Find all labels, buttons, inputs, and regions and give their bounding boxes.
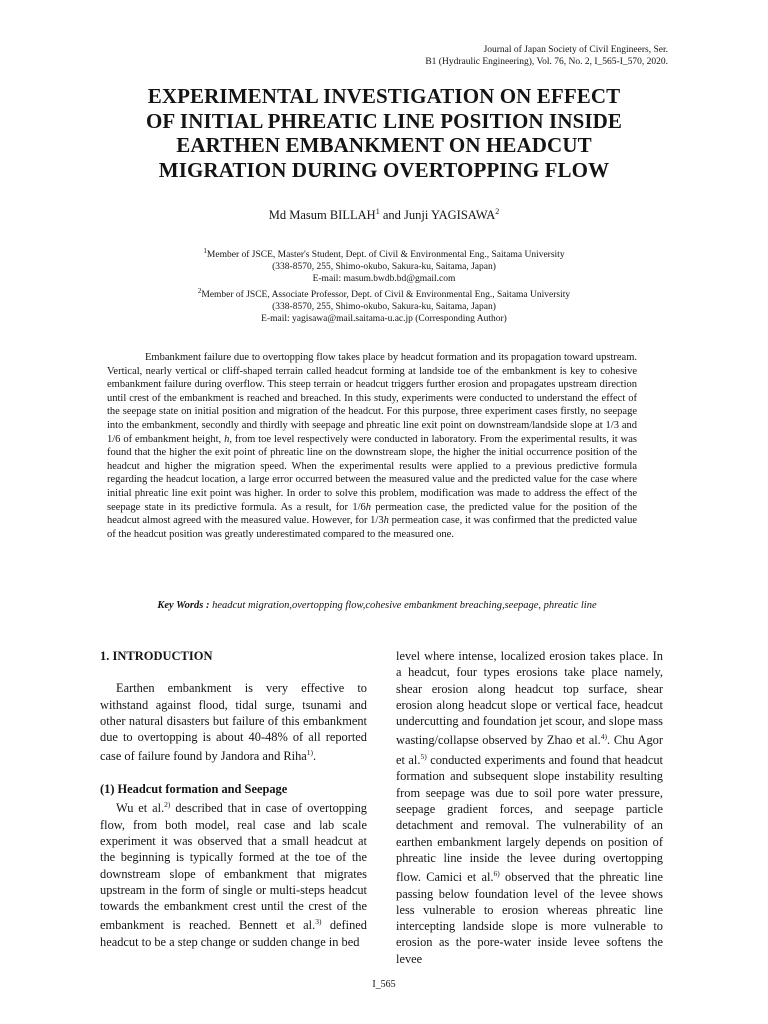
affiliation-2-line-2: (338-8570, 255, Shimo-okubo, Sakura-ku, Saitama, Japan) — [272, 302, 496, 313]
citation-ref: 2) — [164, 800, 171, 810]
author-1-mark: 1 — [375, 207, 380, 216]
abstract-var-h-2: h — [365, 501, 371, 513]
author-list — [0, 207, 768, 223]
author-2: Junji YAGISAWA — [404, 208, 496, 223]
affiliation-1-line-1: $^1$Member of JSCE, Master's Student, Dept. of Civil & Environmental Eng., Saitama University — [203, 247, 565, 261]
affiliation-2-email: E-mail: yagisawa@mail.saitama-u.ac.jp (Corresponding Author) — [261, 314, 507, 325]
keywords — [107, 600, 647, 611]
journal-citation — [425, 44, 668, 68]
title-line-3: EARTHEN EMBANKMENT ON HEADCUT — [176, 133, 592, 157]
journal-line-1: Journal of Japan Society of Civil Engineers, Ser. — [483, 45, 668, 55]
abstract-var-h-3: h — [383, 515, 389, 527]
paper-title — [90, 84, 678, 182]
keywords-text: headcut migration,overtopping flow,cohesive embankment breaching,seepage, phreatic line — [209, 600, 597, 611]
citation-ref: 5) — [420, 751, 427, 761]
section-heading-introduction: 1. INTRODUCTION — [100, 649, 213, 663]
affiliation-1-mark: 1 — [203, 247, 207, 255]
column-right — [396, 648, 663, 967]
affiliation-1-line-2: (338-8570, 255, Shimo-okubo, Sakura-ku, Saitama, Japan) — [272, 262, 496, 273]
affiliation-1-email: E-mail: masum.bwdb.bd@gmail.com — [312, 274, 456, 285]
citation-ref: 1) — [306, 748, 314, 758]
author-1: Md Masum BILLAH — [268, 208, 376, 223]
keywords-label: Key Words : — [157, 600, 210, 611]
author-connector: and — [379, 208, 404, 223]
affiliation-2-line-1: $^2$Member of JSCE, Associate Professor, Dept. of Civil & Environmental Eng., Saitama University — [197, 287, 571, 301]
author-2-mark: 2 — [495, 207, 500, 216]
citation-ref: 3) — [315, 917, 322, 927]
intro-paragraph-2: Wu et al.$^{2)}$ described that in case of overtopping flow, from both model, real case and lab scale experiment it was observed that a small headcut at the beginning is typically formed at the toe of the downstream slope of embankment that migrates upstream in the form of single or multi-steps headcut towards the embankment crest until the crest of the embankment is reached. Bennett et al.$^{3)}$ defined headcut to be a step change or sudden change in bed — [100, 800, 367, 949]
subsection-heading: (1) Headcut formation and Seepage — [100, 781, 288, 796]
title-line-1: EXPERIMENTAL INVESTIGATION ON EFFECT — [147, 84, 621, 108]
affiliations — [110, 245, 658, 325]
citation-ref: 6) — [493, 869, 500, 879]
citation-ref: 4) — [600, 732, 608, 742]
title-line-4: MIGRATION DURING OVERTOPPING FLOW — [158, 157, 610, 182]
column-left — [100, 648, 367, 950]
intro-paragraph-1: Earthen embankment is very effective to withstand against flood, tidal surge, tsunami and other natural disasters but failure of this embankment due to overtopping is about 40-48% of all reported case of failure found by Jandora and Riha$^{1)}$. — [100, 681, 367, 764]
abstract: Embankment failure due to overtopping flow takes place by headcut formation and its propagation toward upstream. Vertical, nearly vertical or cliff-shaped terrain called headcut forming at landside toe of the embankment is key to cohesive embankment failure during overflow. This steep terrain or headcut triggers further erosion and propagates upstream direction until crest of the embankment is reached and breached. In this study, experiments were conducted to understand the effect of the seepage state on initial position and migration of the headcut. For this purpose, three experiment cases firstly, no seepage into the embankment, secondly and thirdly with seepage and phreatic line exit point on downstream/landside slope at 1/3 and 1/6 of embankment height, h, from toe level respectively were conducted in laboratory. From the experimental results, it was found that the higher the exit point of phreatic line on the downstream slope, the higher the initial occurrence position of the headcut and higher the migration speed. When the experimental results were applied to a previous predictive formula regarding the headcut location, a large error occurred between the measured value and the predicted value for the case where initial phreatic line exit point was higher. In order to solve this problem, modification was made to address the effect of the seepage state in its predictive formula. As a result, for 1/6h permeation case, the predicted value for the position of the headcut almost agreed with the measured value. However, for 1/3h permeation case, it was confirmed that the predicted value of the headcut position was greatly underestimated compared to the measured one. — [107, 352, 638, 540]
title-line-2: OF INITIAL PHREATIC LINE POSITION INSIDE — [145, 108, 623, 133]
page-number: I_565 — [372, 979, 396, 990]
intro-paragraph-continued: level where intense, localized erosion takes place. In a headcut, four types erosions take place namely, shear erosion along headcut top surface, shear erosion along headcut slope or vertical face, headcut undercutting and foundation jet scour, and slope mass wasting/collapse observed by Zhao et al.$^{4)}$. Chu Agor et al.$^{5)}$ conducted experiments and found that headcut formation and subsequent slope instability resulting from seepage was due to soil pore water pressure, seepage gradient forces, and seepage particle detachment and removal. The vulnerability of an earthen embankment largely depends on position of phreatic line inside the levee during overtopping flow. Camici et al.$^{6)}$ observed that the phreatic line passing below foundation level of the levee shows less vulnerable to erosion whereas phreatic line intercepting landside slope is more vulnerable to erosion as the pore-water inside levee softens the levee — [396, 649, 663, 966]
abstract-var-h: h — [224, 433, 230, 445]
journal-line-2: B1 (Hydraulic Engineering), Vol. 76, No. 2, I_565-I_570, 2020. — [425, 57, 668, 67]
affiliation-2-mark: 2 — [197, 287, 202, 296]
